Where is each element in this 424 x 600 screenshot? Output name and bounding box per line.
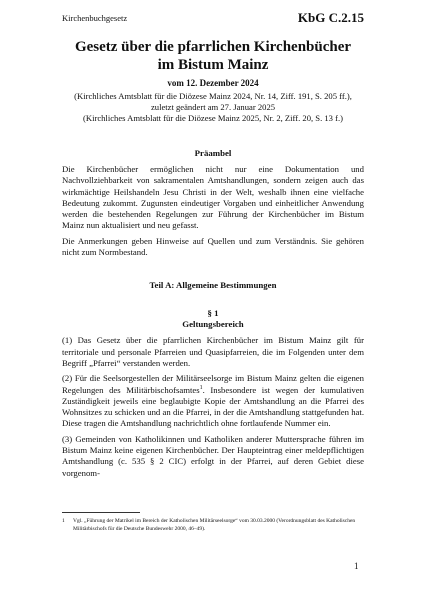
- section-paragraph-1: (1) Das Gesetz über die pfarrlichen Kirchenbücher im Bistum Mainz gilt für territoriale und personale Pfarreien und Quasipfarreien, die im Folgenden unter dem Begriff „Pfarrei“ verstanden werden.: [62, 335, 364, 368]
- section-number: § 1: [207, 308, 219, 319]
- document-title-line1: Gesetz über die pfarrlichen Kirchenbücher: [74, 39, 352, 55]
- section-paragraph-3: (3) Gemeinden von Katholikinnen und Katholiken anderer Muttersprache führen im Bistum Mainz keine eigenen Kirchenbücher. Der Haupteintrag einer meldepflichtigen Amtshandlung (c. 535 § 2 CIC) erfolgt in der Pfarrei, auf deren Gebiet diese vorgenom-: [62, 433, 364, 478]
- preamble-heading: Präambel: [194, 148, 232, 158]
- section-paragraph-2-part-2: . Insbesondere ist wegen der kumulativen Zuständigkeit jeweils eine beglaubigte Kopie der Amtshandlung an die Pfarrei des Wohnsitzes zu schicken und an die Pfarrei, in der die Amtshandlung stattgefunden hat. Diese tragen die Amtshandlung nachrichtlich ohne fortlaufende Nummer ein.: [62, 384, 364, 429]
- preamble-paragraph-1: Die Kirchenbücher ermöglichen nicht nur eine Dokumentation und Nachvollziehbarkeit von sakramentalen Amtshandlungen, sondern zeigen auch das wirkmächtige Heilshandeln Jesu Christi in der Welt, weshalb ihnen eine vielfache Bedeutung zukommt. Zugunsten eindeutiger Vorgaben und einheitlicher Anwendung werden die bestehenden Regelungen zur Führung der Kirchenbücher im Bistum Mainz nun aktualisiert und neu gefasst.: [62, 164, 364, 231]
- reference-line-2: zuletzt geändert am 27. Januar 2025: [150, 102, 276, 112]
- document-date: vom 12. Dezember 2024: [167, 78, 259, 88]
- section-paragraph-2: [62, 373, 364, 429]
- page-number: 1: [354, 561, 359, 571]
- running-header-code: KbG C.2.15: [297, 10, 364, 25]
- footnote-number: 1: [62, 518, 65, 524]
- section-title: Geltungsbereich: [182, 319, 244, 330]
- part-heading: Teil A: Allgemeine Bestimmungen: [149, 280, 277, 291]
- footnote-text: Vgl. „Führung der Matrikel im Bereich der Katholischen Militärseelsorge“ vom 30.03.2000 (Verordnungsblatt des Katholischen Militärbischofs für die Deutsche Bundeswehr 2000, 46–49).: [73, 518, 356, 532]
- document-content: [62, 38, 364, 483]
- reference-line-1: (Kirchliches Amtsblatt für die Diözese Mainz 2024, Nr. 14, Ziff. 191, S. 205 ff.),: [74, 91, 352, 101]
- running-header-title: Kirchenbuchgesetz: [62, 13, 128, 23]
- document-title-line2: im Bistum Mainz: [157, 57, 269, 73]
- preamble-paragraph-2: Die Anmerkungen geben Hinweise auf Quellen und zum Verständnis. Sie gehören nicht zum Normbestand.: [62, 235, 364, 258]
- footnote-reference[interactable]: 1: [199, 384, 203, 391]
- footnote-divider: [62, 512, 140, 513]
- footnote: [62, 517, 364, 533]
- section-paragraph-2-part-1: (2) Für die Seelsorgestellen der Militärseelsorge im Bistum Mainz gelten die eigenen Regelungen des Militärbischofsamtes: [62, 373, 364, 395]
- reference-line-3: (Kirchliches Amtsblatt für die Diözese Mainz 2025, Nr. 2, Ziff. 20, S. 13 f.): [83, 113, 343, 123]
